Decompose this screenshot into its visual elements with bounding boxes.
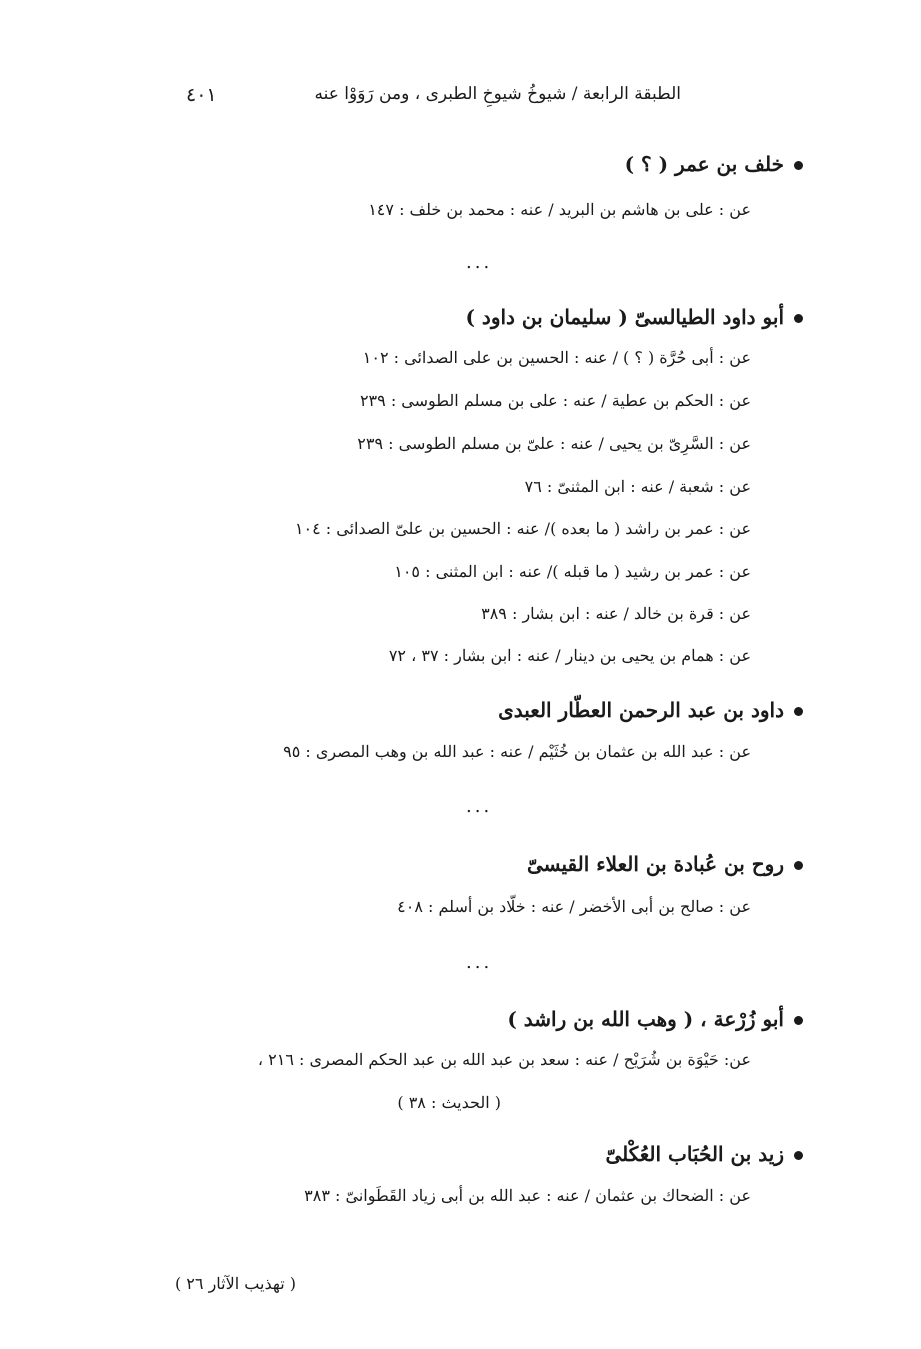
bullet-icon	[794, 161, 803, 170]
entry-heading	[527, 852, 803, 876]
entry-line: عن : صالح بن أبى الأخضر / عنه : خلّاد بن أسلم : ٤٠٨	[397, 897, 751, 916]
page-number: ٤٠١	[186, 84, 217, 106]
separator-dots: ...	[466, 796, 493, 817]
entry-heading	[605, 1142, 803, 1166]
entry-heading	[465, 305, 803, 329]
separator-dots: ...	[466, 952, 493, 973]
entry-line: عن : همام بن يحيى بن دينار / عنه : ابن بشار : ٣٧ ، ٧٢	[388, 646, 751, 665]
entry-line: عن : عمر بن رشيد ( ما قبله )/ عنه : ابن المثنى : ١٠٥	[394, 562, 751, 581]
entry-line: عن : أبى حُرَّة ( ؟ ) / عنه : الحسين بن على الصدائى : ١٠٢	[362, 348, 751, 367]
entry-name: داود بن عبد الرحمن العطّار العبدى	[498, 698, 784, 722]
entry-name: أبو داود الطيالسىّ ( سليمان بن داود )	[465, 305, 784, 329]
entry-line: عن : شعبة / عنه : ابن المثنىّ : ٧٦	[524, 477, 751, 496]
bullet-icon	[794, 314, 803, 323]
entry-name: أبو زُرْعة ، ( وهب الله بن راشد )	[507, 1007, 784, 1031]
separator-dots: ...	[466, 252, 493, 273]
bullet-icon	[794, 1016, 803, 1025]
running-header: الطبقة الرابعة / شيوخُ شيوخِ الطبرى ، ومن رَوَوْا عنه	[314, 84, 681, 104]
entry-line-continuation: ( الحديث : ٣٨ )	[397, 1093, 501, 1112]
bullet-icon	[794, 707, 803, 716]
entry-line: عن : عبد الله بن عثمان بن خُثَيْم / عنه : عبد الله بن وهب المصرى : ٩٥	[283, 742, 751, 761]
entry-line: عن : عمر بن راشد ( ما بعده )/ عنه : الحسين بن علىّ الصدائى : ١٠٤	[294, 519, 751, 538]
entry-line: عن : قرة بن خالد / عنه : ابن بشار : ٣٨٩	[481, 604, 751, 623]
entry-line: عن : الضحاك بن عثمان / عنه : عبد الله بن أبى زياد القَطَوانىّ : ٣٨٣	[304, 1186, 751, 1205]
entry-line: عن : السَّرِىّ بن يحيى / عنه : علىّ بن مسلم الطوسى : ٢٣٩	[357, 434, 751, 453]
entry-line: عن : الحكم بن عطية / عنه : على بن مسلم الطوسى : ٢٣٩	[359, 391, 751, 410]
entry-name: روح بن عُبادة بن العلاء القيسىّ	[526, 852, 784, 876]
footer-signature: ( تهذيب الآثار ٢٦ )	[174, 1274, 296, 1293]
entry-line: عن: حَيْوَة بن شُرَيْح / عنه : سعد بن عبد الله بن عبد الحكم المصرى : ٢١٦ ،	[257, 1050, 751, 1069]
entry-heading	[498, 698, 803, 722]
entry-heading	[507, 1007, 803, 1031]
entry-heading	[625, 152, 803, 176]
bullet-icon	[794, 861, 803, 870]
entry-line: عن : على بن هاشم بن البريد / عنه : محمد بن خلف : ١٤٧	[368, 200, 751, 219]
bullet-icon	[794, 1151, 803, 1160]
entry-name: زيد بن الحُبَاب العُكْلىّ	[605, 1142, 784, 1166]
entry-name: خلف بن عمر ( ؟ )	[624, 152, 784, 176]
